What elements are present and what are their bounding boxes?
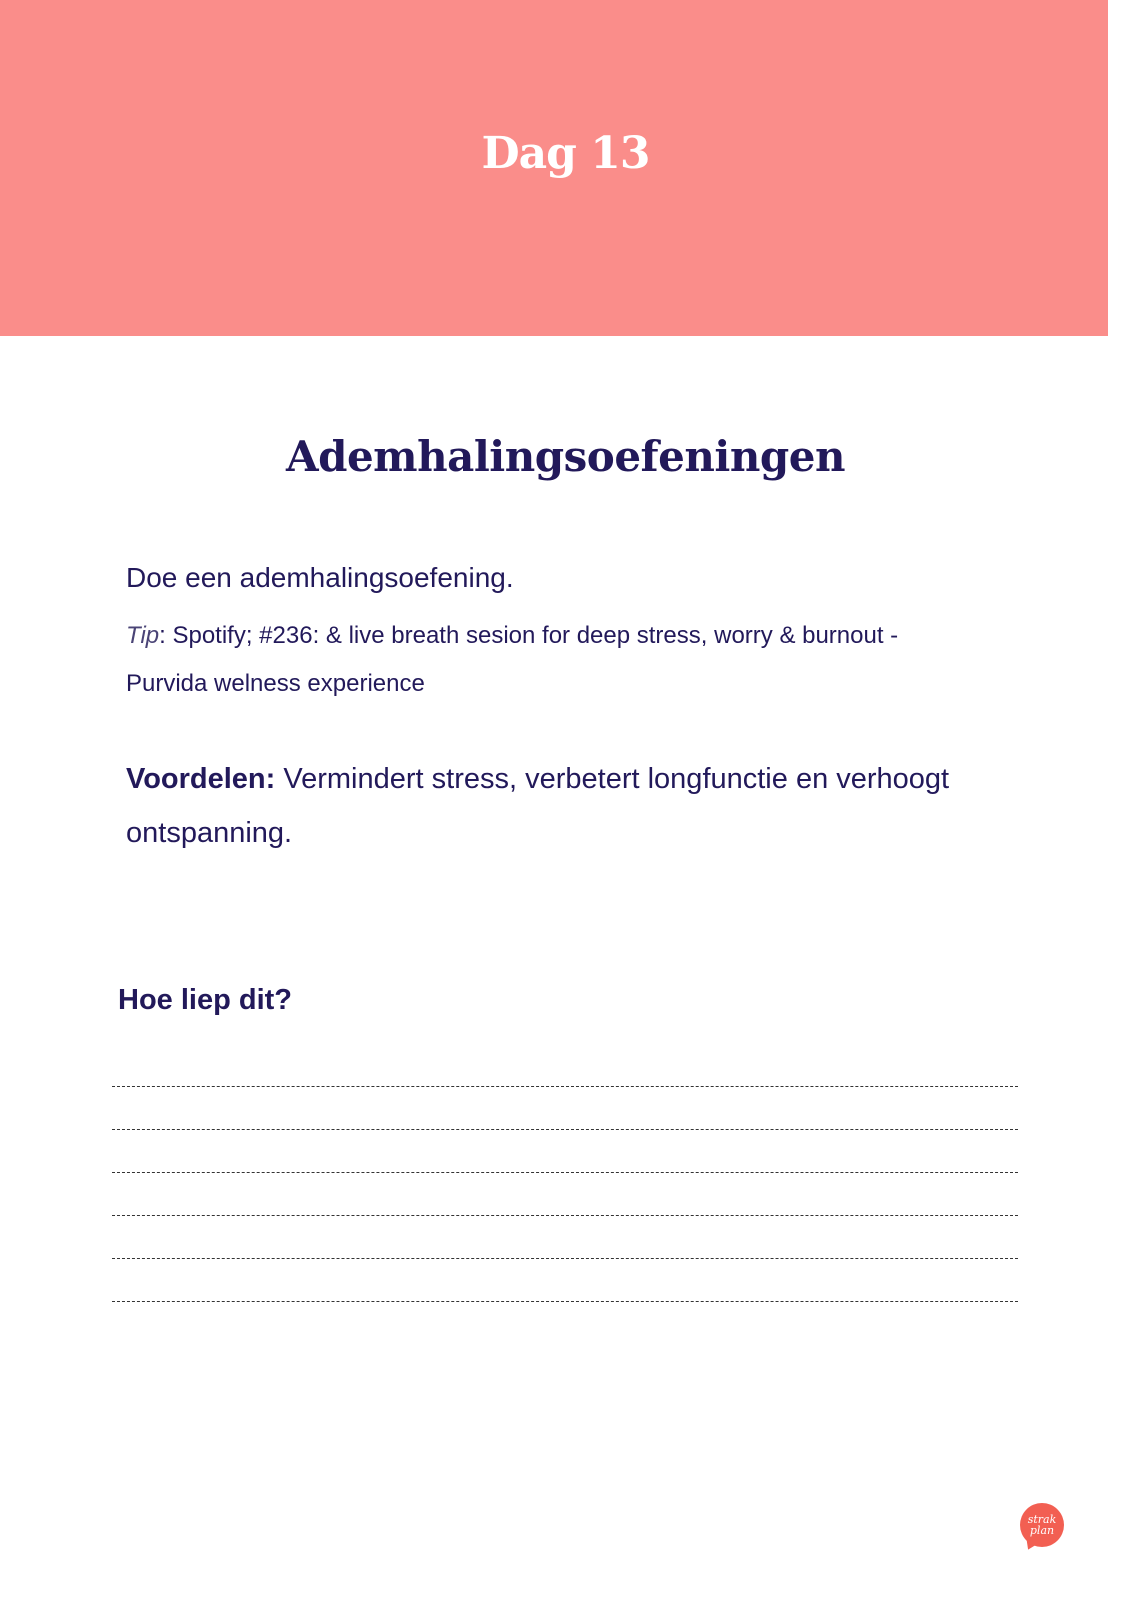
- day-title: Dag 13: [481, 128, 650, 179]
- tip-paragraph: [126, 612, 986, 708]
- exercise-title: Ademhalingsoefeningen: [285, 432, 845, 481]
- writing-lines[interactable]: [112, 1086, 1018, 1344]
- exercise-intro: Doe een ademhalingsoefening.: [126, 562, 514, 593]
- writing-line[interactable]: [112, 1172, 1018, 1173]
- logo-line-1: strak: [1027, 1513, 1057, 1526]
- writing-line[interactable]: [112, 1258, 1018, 1259]
- benefits-paragraph: [126, 752, 1006, 860]
- benefits-label: Voordelen:: [126, 763, 276, 795]
- benefits-text: Vermindert stress, verbetert longfunctie en verhoogt ontspanning.: [126, 763, 950, 849]
- logo-line-2: plan: [1029, 1524, 1055, 1537]
- reflection-question: Hoe liep dit?: [118, 984, 292, 1016]
- tip-text: : Spotify; #236: & live breath sesion for deep stress, worry & burnout - Purvida welness experience: [126, 622, 899, 697]
- tip-label: Tip: [126, 622, 160, 649]
- brand-logo-icon: [1020, 1503, 1064, 1547]
- writing-line[interactable]: [112, 1129, 1018, 1130]
- writing-line[interactable]: [112, 1215, 1018, 1216]
- writing-line[interactable]: [112, 1086, 1018, 1087]
- writing-line[interactable]: [112, 1301, 1018, 1302]
